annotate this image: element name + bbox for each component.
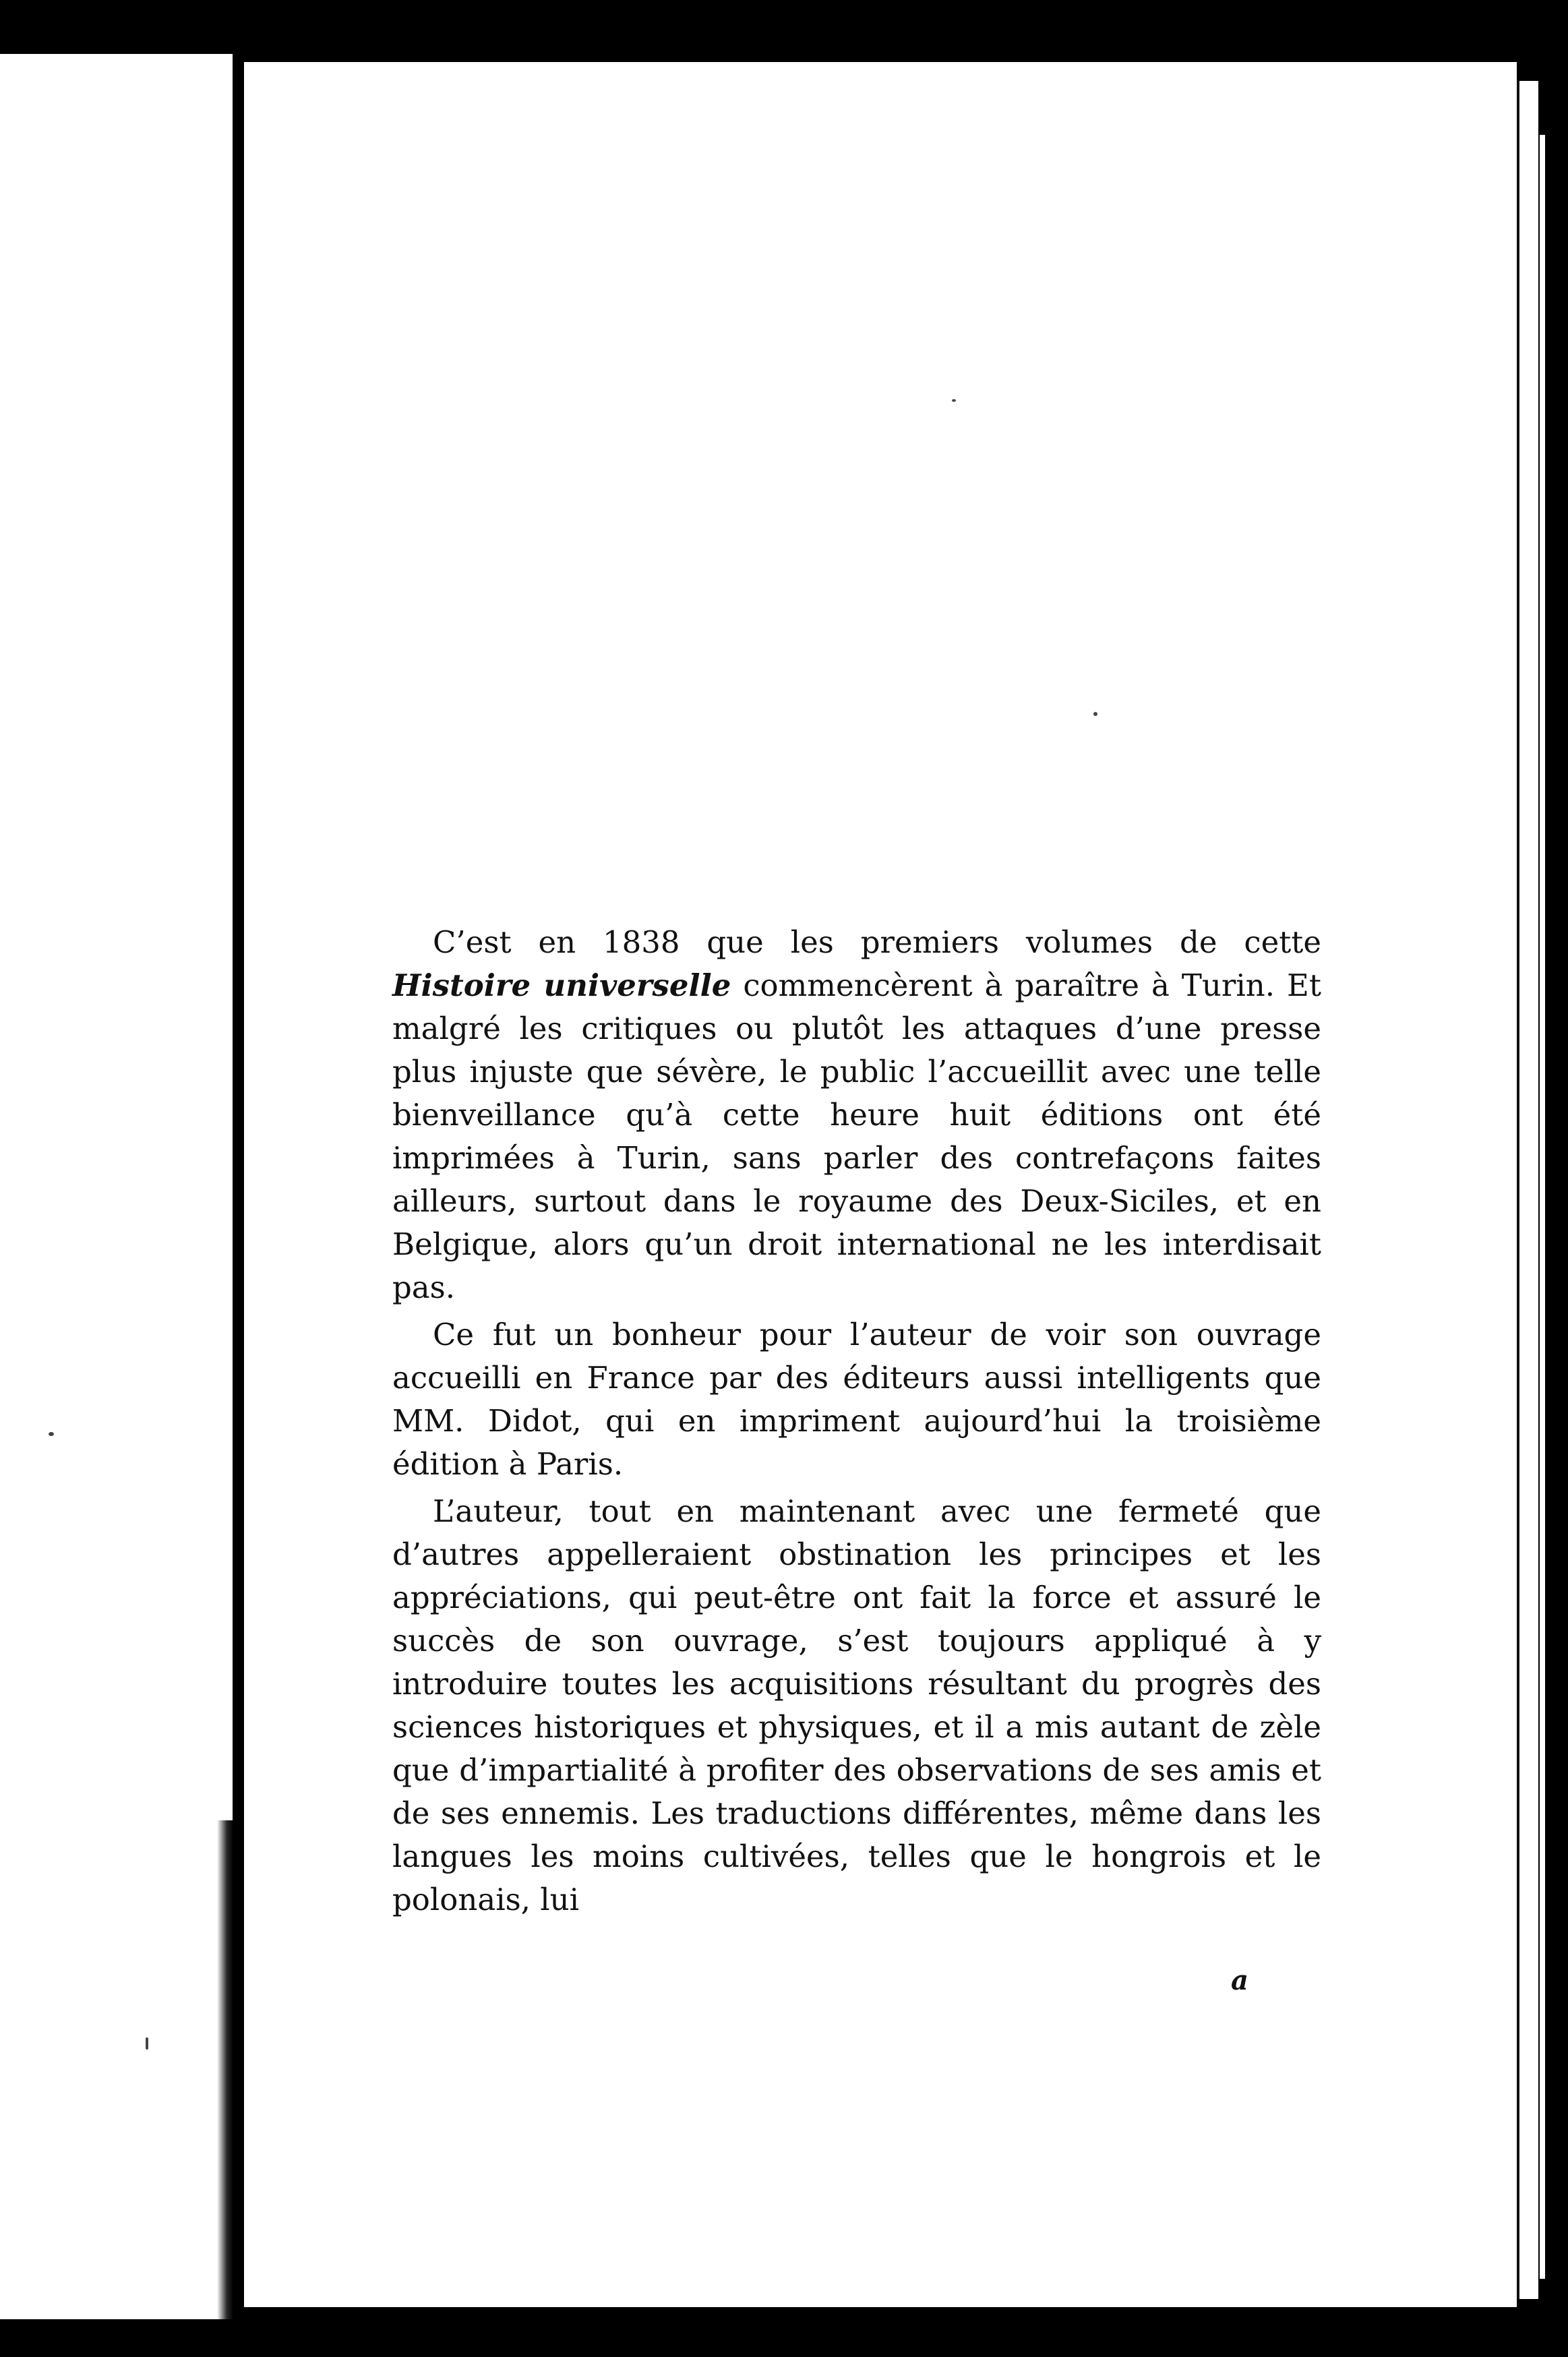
signature-mark: a (1231, 1965, 1248, 1996)
paragraph-2: Ce fut un bonheur pour l’auteur de voir son ouvrage accueilli en France par des éditeurs aussi intelligents que MM. Didot, qui en impriment aujourd’hui la troisième édition à Paris. (392, 1317, 1321, 1482)
scan-speck (146, 2037, 148, 2050)
body-text (392, 921, 1321, 1921)
scan-speck (49, 1432, 54, 1436)
book-title-italic: Histoire universelle (392, 967, 731, 1003)
paragraph-1-rest: commencèrent à paraître à Turin. Et malgré les critiques ou plutôt les attaques d’une presse plus injuste que sévère, le public l’accueillit avec une telle bienveillance qu’à cette heure huit éditions ont été imprimées à Turin, sans parler des contrefaçons faites ailleurs, surtout dans le royaume des Deux-Siciles, et en Belgique, alors qu’un droit international ne les interdisait pas. (392, 967, 1321, 1305)
left-page-edge (0, 54, 233, 2319)
right-page-edge-outer (1540, 135, 1545, 2279)
scan-speck (1093, 712, 1097, 716)
paragraph-3: L’auteur, tout en maintenant avec une fermeté que d’autres appelleraient obstination les principes et les appréciations, qui peut-être ont fait la force et assuré le succès de son ouvrage, s’est toujours appliqué à y introduire toutes les acquisitions résultant du progrès des sciences historiques et physiques, et il a mis autant de zèle que d’impartialité à profiter des observations de ses amis et de ses ennemis. Les traductions différentes, même dans les langues les moins cultivées, telles que le hongrois et le polonais, lui (392, 1493, 1321, 1917)
paragraph-1 (392, 921, 1321, 1309)
paragraph-1-lead: C’est en 1838 que les premiers volumes de cette (433, 924, 1321, 960)
gutter-shadow (217, 1820, 233, 2319)
scan-speck (952, 399, 956, 402)
right-page-edge (1517, 81, 1538, 2299)
